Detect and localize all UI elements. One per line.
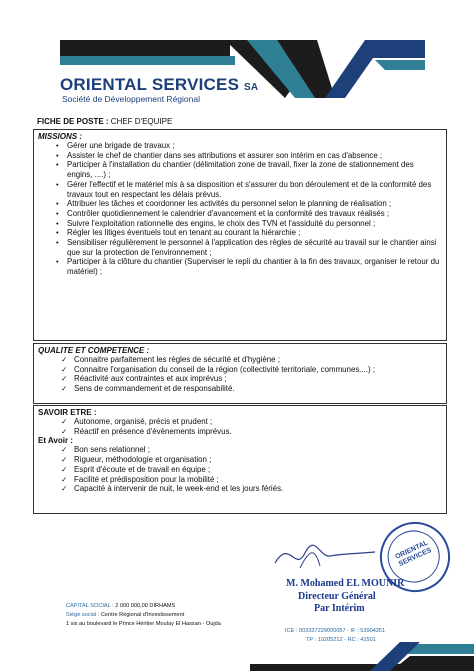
mission-item: [34, 228, 446, 238]
official-stamp: [368, 510, 461, 603]
bullet-icon: •: [56, 179, 59, 189]
mission-item: [34, 151, 446, 161]
mission-text: Gérer une brigade de travaux ;: [67, 141, 175, 150]
mission-item: [34, 160, 446, 179]
avoir-text: Rigueur, méthodologie et organisation ;: [74, 455, 212, 465]
qualite-text: Connaitre parfaitement les règles de sécurité et d'hygiène ;: [74, 355, 280, 364]
mission-item: [34, 199, 446, 209]
bullet-icon: •: [56, 218, 59, 228]
bullet-icon: •: [56, 141, 59, 150]
qualite-item: [34, 355, 446, 365]
qualite-item: [34, 374, 446, 384]
mission-text: Régler les litiges éventuels tout en tenant au courant la hiérarchie ;: [67, 228, 301, 238]
missions-section: [33, 129, 447, 341]
qualite-title: QUALITE ET COMPETENCE :: [38, 346, 150, 355]
mission-text: Assister le chef de chantier dans ses attributions et assurer son intérim en cas d'absence ;: [67, 150, 383, 160]
check-icon: ✓: [61, 474, 68, 484]
check-icon: ✓: [61, 455, 68, 465]
footer-capital: CAPITAL SOCIAL : 2 000 000,00 DIRHAMS: [66, 603, 176, 609]
mission-item: [34, 257, 446, 276]
bullet-icon: •: [56, 257, 59, 267]
bullet-icon: •: [56, 199, 59, 209]
check-icon: ✓: [61, 464, 68, 474]
check-icon: ✓: [61, 355, 68, 364]
footer-swoosh: [250, 634, 474, 671]
mission-item: [34, 238, 446, 257]
mission-text: Sensibiliser régulièrement le personnel à l'application des règles de sécurité au travail sur le chantier ainsi que sur la protection de l'environnement ;: [67, 238, 437, 257]
footer-address: 1 sis au boulevard le Prince Héritier Moulay El Hassan - Oujda: [66, 621, 221, 627]
missions-list: [34, 141, 446, 277]
qualite-list: [34, 355, 446, 394]
check-icon: ✓: [61, 364, 68, 374]
missions-title: MISSIONS :: [38, 132, 83, 141]
avoir-item: [34, 484, 446, 494]
bullet-icon: •: [56, 238, 59, 248]
mission-text: Participer à l'installation du chantier (délimitation zone de travail, fixer la zone de stationnement des engins, ....) ;: [67, 160, 414, 180]
savoir-text: Autonome, organisé, précis et prudent ;: [74, 417, 213, 426]
handwritten-signature: [270, 528, 380, 578]
stamp-text: ORIENTAL SERVICES: [394, 539, 433, 569]
mission-item: [34, 219, 446, 229]
check-icon: ✓: [61, 426, 68, 436]
mission-text: Participer à la clôture du chantier (Superviser le repli du chantier à la fin des travaux, organiser le retour du matériel) ;: [67, 257, 440, 277]
signatory-interim: Par Intérim: [314, 603, 365, 614]
qualite-text: Connaitre l'organisation du conseil de la région (collectivité territoriale, communes....) ;: [74, 364, 376, 374]
bullet-icon: •: [56, 208, 59, 218]
check-icon: ✓: [61, 374, 68, 384]
mission-item: [34, 180, 446, 199]
mission-item: [34, 141, 446, 151]
qualite-item: [34, 365, 446, 375]
savoir-text: Réactif en présence d'évènements imprévus.: [74, 426, 232, 436]
qualite-section: [33, 343, 447, 404]
savoir-list: [34, 417, 446, 436]
avoir-item: [34, 455, 446, 465]
avoir-text: Esprit d'écoute et de travail en équipe ;: [74, 464, 211, 474]
bullet-icon: •: [56, 228, 59, 238]
mission-text: Gérer l'effectif et le matériel mis à sa disposition et s'assurer du bon déroulement et de la conformité des travaux tout en respectant les délais prévus.: [67, 179, 432, 199]
avoir-text: Bon sens relationnel ;: [74, 445, 150, 455]
footer-tp: TP : 10205212 - RC : 41501: [306, 637, 376, 643]
signatory-role: Directeur Général: [298, 591, 376, 602]
footer-ice: ICE : 003337229000057 - IF : 53904351: [285, 628, 386, 634]
mission-text: Attribuer les tâches et coordonner les activités du personnel selon le planning de réalisation ;: [67, 199, 392, 209]
logo-swoosh: [225, 36, 425, 108]
qualite-text: Réactivité aux contraintes et aux imprévus ;: [74, 374, 227, 384]
check-icon: ✓: [61, 484, 68, 494]
check-icon: ✓: [61, 417, 68, 426]
avoir-title: Et Avoir :: [38, 436, 73, 446]
savoir-title: SAVOIR ETRE :: [38, 408, 97, 417]
company-name: ORIENTAL SERVICES SA: [60, 75, 259, 94]
avoir-item: [34, 475, 446, 485]
savoir-item: [34, 417, 446, 427]
avoir-item: [34, 445, 446, 455]
avoir-item: [34, 465, 446, 475]
avoir-list: [34, 445, 446, 494]
footer-siege: Siège social : Centre Régional d'Investissement: [66, 612, 185, 618]
qualite-text: Sens de commandement et de responsabilité.: [74, 384, 235, 394]
mission-text: Contrôler quotidiennement le calendrier d'avancement et la conformité des travaux réalisés ;: [67, 208, 390, 218]
header-bar-dark: [60, 40, 230, 56]
mission-item: [34, 209, 446, 219]
avoir-text: Facilité et prédisposition pour la mobilité ;: [74, 474, 219, 484]
signatory-name: M. Mohamed EL MOUNIR: [286, 578, 405, 589]
avoir-text: Capacité à intervenir de nuit, le week-end et les jours fériés.: [74, 484, 284, 494]
savoir-section: [33, 405, 447, 514]
header-bar-teal: [60, 56, 235, 65]
company-tagline: Société de Développement Régional: [62, 94, 200, 104]
qualite-item: [34, 384, 446, 394]
bullet-icon: •: [56, 150, 59, 160]
fiche-de-poste: FICHE DE POSTE : CHEF D'EQUIPE: [37, 117, 173, 126]
savoir-item: [34, 427, 446, 437]
bullet-icon: •: [56, 160, 59, 170]
check-icon: ✓: [61, 445, 68, 455]
check-icon: ✓: [61, 384, 68, 394]
mission-text: Suivre l'exploitation rationnelle des engins, le choix des TVN et l'assiduité du personnel ;: [67, 218, 376, 228]
